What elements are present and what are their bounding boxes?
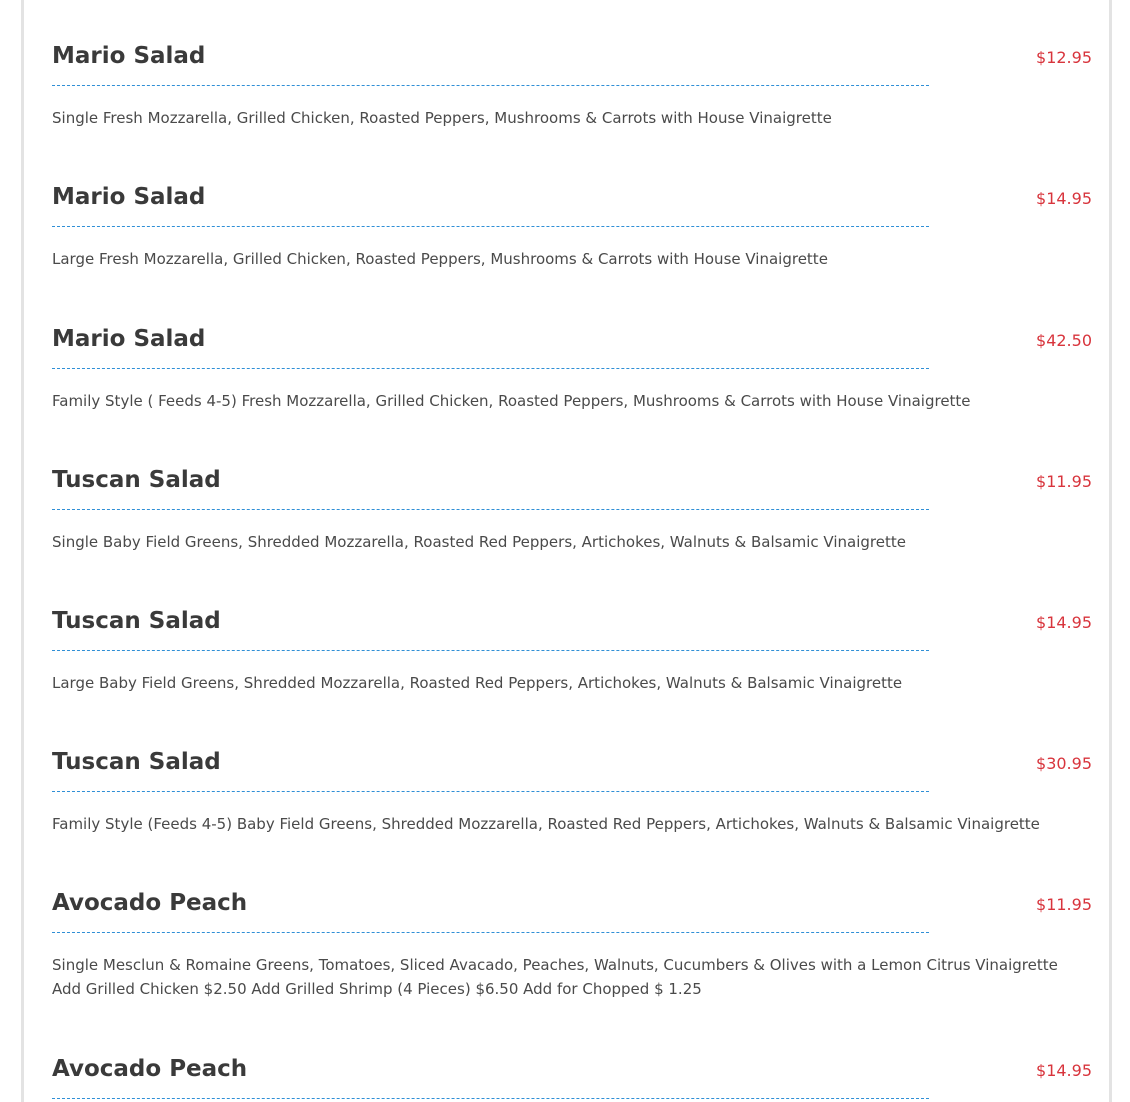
item-name: Avocado Peach: [52, 1056, 248, 1082]
item-divider: [52, 1098, 929, 1099]
item-price: $14.95: [1036, 1061, 1092, 1080]
item-name: Tuscan Salad: [52, 467, 221, 493]
item-price: $11.95: [1036, 472, 1092, 491]
item-description: Large Baby Field Greens, Shredded Mozzarella, Roasted Red Peppers, Artichokes, Walnuts & Balsamic Vinaigrette: [52, 674, 903, 692]
item-divider: [52, 509, 929, 510]
item-name: Mario Salad: [52, 326, 206, 352]
item-name: Tuscan Salad: [52, 749, 221, 775]
item-description: Single Baby Field Greens, Shredded Mozzarella, Roasted Red Peppers, Artichokes, Walnuts & Balsamic Vinaigrette: [52, 533, 906, 551]
item-name: Tuscan Salad: [52, 608, 221, 634]
item-divider: [52, 85, 929, 86]
item-price: $30.95: [1036, 754, 1092, 773]
item-divider: [52, 368, 929, 369]
item-price: $12.95: [1036, 48, 1092, 67]
item-divider: [52, 932, 929, 933]
item-price: $14.95: [1036, 189, 1092, 208]
item-description: Family Style ( Feeds 4-5) Fresh Mozzarella, Grilled Chicken, Roasted Peppers, Mushrooms & Carrots with House Vinaigrette: [52, 392, 971, 410]
item-divider: [52, 791, 929, 792]
item-divider: [52, 226, 929, 227]
item-price: $14.95: [1036, 613, 1092, 632]
item-description: Single Fresh Mozzarella, Grilled Chicken, Roasted Peppers, Mushrooms & Carrots with House Vinaigrette: [52, 109, 832, 127]
item-name: Avocado Peach: [52, 890, 248, 916]
item-name: Mario Salad: [52, 43, 206, 69]
item-description: Large Fresh Mozzarella, Grilled Chicken, Roasted Peppers, Mushrooms & Carrots with House Vinaigrette: [52, 250, 828, 268]
item-description: Family Style (Feeds 4-5) Baby Field Greens, Shredded Mozzarella, Roasted Red Peppers, Artichokes, Walnuts & Balsamic Vinaigrette: [52, 815, 1040, 833]
item-price: $42.50: [1036, 331, 1092, 350]
item-name: Mario Salad: [52, 184, 206, 210]
item-price: $11.95: [1036, 895, 1092, 914]
menu-panel: [21, 0, 1112, 1102]
item-divider: [52, 650, 929, 651]
item-description: Single Mesclun & Romaine Greens, Tomatoes, Sliced Avacado, Peaches, Walnuts, Cucumbers & Olives with a Lemon Citrus Vinaigrette Add Grilled Chicken $2.50 Add Grilled Shrimp (4 Pieces) $6.50 Add for Chopped $ 1.25: [52, 956, 1058, 998]
